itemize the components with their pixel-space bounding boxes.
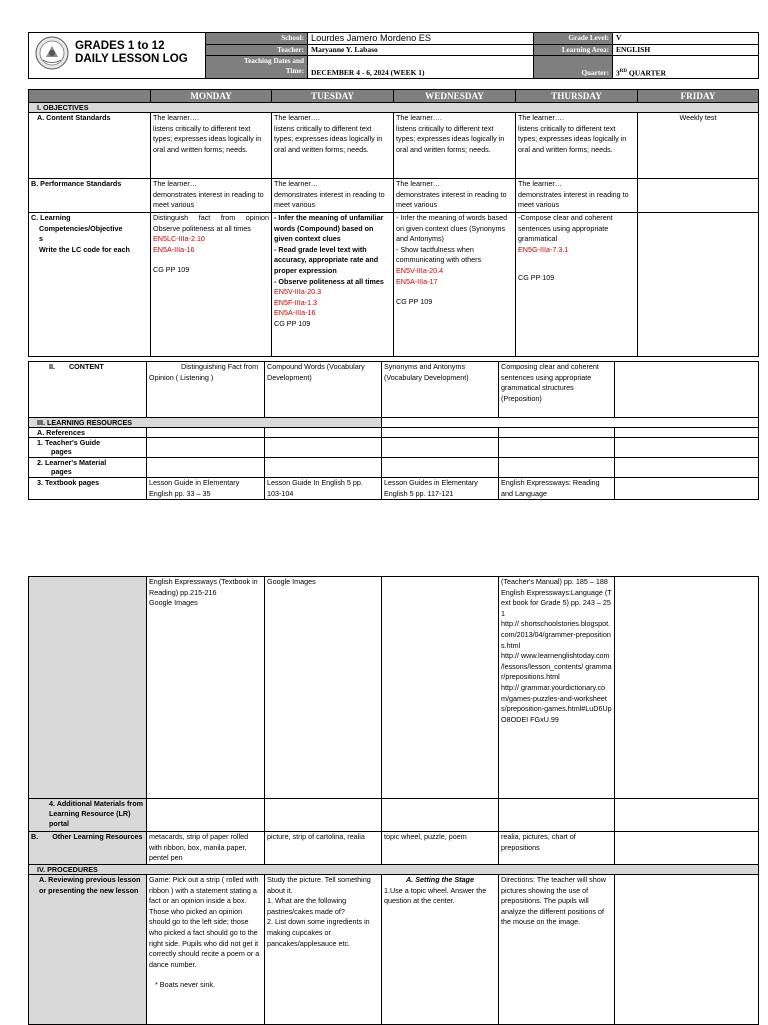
content-standards-wed: The learner…. listens critically to different text types; expresses ideas logically in oral and written forms; needs. — [394, 113, 516, 179]
addl-mon — [147, 799, 265, 832]
comp-tue-code3: EN5A-IIIa-16 — [274, 308, 316, 318]
dates-label — [206, 56, 308, 79]
other-resources-label-wrap — [31, 832, 144, 843]
content-standards-fri: Weekly test — [638, 113, 759, 179]
grade-label: Grade Level: — [534, 33, 613, 45]
comp-mon-cg: CG PP 109 — [153, 265, 190, 275]
content-standards-row — [29, 113, 759, 179]
objectives-heading-row — [29, 103, 759, 113]
procedures-heading: IV. PROCEDURES — [29, 865, 759, 875]
comp-mon-code1: EN5LC-IIIa-2.10 — [153, 234, 205, 244]
textbook-cont-fri — [615, 577, 759, 799]
other-resources-row — [29, 832, 759, 865]
dates-value: DECEMBER 4 - 6, 2024 (WEEK 1) — [308, 56, 534, 79]
other-thu: realia, pictures, chart of prepositions — [499, 832, 615, 865]
review-tue: Study the picture. Tell something about it. 1. What are the following pastries/cakes made of? 2. List down some ingredients in making cupcakes or pancakes/applesauce etc. — [265, 875, 382, 1025]
comp-thu-cg: CG PP 109 — [518, 273, 555, 283]
content-row — [29, 362, 759, 418]
quarter-suffix: RD — [619, 68, 627, 74]
other-wed: topic wheel, puzzle, poem — [382, 832, 499, 865]
competencies-row — [29, 213, 759, 357]
day-monday: MONDAY — [151, 90, 272, 103]
resources-heading: III. LEARNING RESOURCES — [29, 418, 382, 428]
comp-wed-text1: - Infer the meaning of words based on given context clues (Synonyms and Antonyms) — [396, 213, 508, 244]
textbook-label: 3. Textbook pages — [29, 478, 147, 500]
header-table — [28, 32, 759, 79]
content-resources-table — [28, 361, 759, 500]
textbook-fri — [615, 478, 759, 500]
review-thu: Directions: The teacher will show pictures showing the use of prepositions. The pupils will analyze the different positions of the mouse on the image. — [499, 875, 615, 1025]
additional-materials-row — [29, 799, 759, 832]
competencies-label-line4: Write the LC code for each — [39, 244, 130, 254]
tg-thu — [499, 438, 615, 458]
competencies-mon — [151, 213, 272, 357]
resources-heading-blank — [382, 418, 759, 428]
lesson-table-page2 — [28, 576, 759, 1025]
comp-tue-bullet3: - Observe politeness at all times — [274, 276, 384, 286]
competencies-label-line1: C. Learning — [31, 213, 71, 222]
teachers-guide-row — [29, 438, 759, 458]
tg-wed — [382, 438, 499, 458]
content-thu: Composing clear and coherent sentences using appropriate grammatical structures (Preposition) — [499, 362, 615, 418]
quarter-number: 3 — [616, 68, 620, 77]
grade-value: V — [613, 33, 759, 45]
lm-mon — [147, 458, 265, 478]
tg-mon — [147, 438, 265, 458]
textbook-cont-thu: (Teacher's Manual) pp. 185 – 188 English Expressways:Language (Text book for Grade 5) pp. 243 – 251 http:// shortschoolstories.blogspot. com/2013/04/grammer-prepositions.html http:// www.learnenglishtoday.com /lessons/lesson_contents/ grammar/prepositions.html http:// grammar.yourdictionary.co m/games-puzzles-and-worksheets/preposition-games.html#LuD6UpO8ODEI FGxU.99 — [499, 577, 615, 799]
competencies-label — [29, 213, 151, 357]
review-row — [29, 875, 759, 1025]
quarter-value — [613, 56, 759, 79]
learning-area-label: Learning Area: — [534, 44, 613, 56]
review-mon-text: Game: Pick out a strip ( rolled with ribbon ) with a statement stating a fact or an opinion inside a box. Those who picked an opinion should go to the left side; those who picked a fact should go to the right side. Pupils who did not get it correctly should recite a poem or a dance number. — [149, 875, 260, 969]
lm-tue — [265, 458, 382, 478]
content-standards-thu: The learner…. listens critically to different text types; expresses ideas logically in oral and written forms; needs. — [516, 113, 638, 179]
other-resources-text: Other Learning Resources — [52, 832, 143, 841]
quarter-word: QUARTER — [626, 68, 667, 77]
comp-tue-bullet2: - Read grade level text with accuracy, appropriate rate and proper expression — [274, 244, 379, 275]
review-wed-text: 1.Use a topic wheel. Answer the question at the center. — [384, 885, 487, 906]
comp-tue-code1: EN5V-IIIa-20.3 — [274, 287, 322, 297]
performance-fri — [638, 179, 759, 213]
teachers-guide-label — [29, 438, 147, 458]
performance-standards-row — [29, 179, 759, 213]
deped-seal-icon — [35, 36, 69, 70]
references-row — [29, 428, 759, 438]
procedures-heading-row — [29, 865, 759, 875]
content-mon: Distinguishing Fact from Opinion ( Listening ) — [147, 362, 265, 418]
other-resources-label — [29, 832, 147, 865]
review-wed-heading: A. Setting the Stage — [406, 875, 474, 884]
references-thu — [499, 428, 615, 438]
content-standards-label: A. Content Standards — [29, 113, 151, 179]
textbook-wed: Lesson Guides in Elementary English 5 pp. 117-121 — [382, 478, 499, 500]
day-header-row — [29, 90, 759, 103]
header-logo-cell — [29, 33, 206, 79]
teachers-guide-line2: pages — [51, 447, 72, 456]
learners-material-line2: pages — [51, 467, 72, 476]
addl-fri — [615, 799, 759, 832]
content-label-cell — [29, 362, 147, 418]
objectives-heading: I. OBJECTIVES — [29, 103, 759, 113]
textbook-cont-tue: Google Images — [265, 577, 382, 799]
other-mon: metacards, strip of paper rolled with ribbon, box, manila paper, pentel pen — [147, 832, 265, 865]
other-resources-num: B. — [31, 832, 39, 841]
addl-wed — [382, 799, 499, 832]
additional-materials-label: 4. Additional Materials from Learning Resource (LR) portal — [29, 799, 147, 832]
references-wed — [382, 428, 499, 438]
lm-thu — [499, 458, 615, 478]
school-label: School: — [206, 33, 308, 45]
textbook-row — [29, 478, 759, 500]
review-mon — [147, 875, 265, 1025]
comp-wed-code1: EN5V-IIIa-20.4 — [396, 265, 444, 275]
tg-tue — [265, 438, 382, 458]
comp-thu-code: EN5G-IIIa-7.3.1 — [518, 244, 569, 254]
performance-tue: The learner… demonstrates interest in reading to meet various — [272, 179, 394, 213]
textbook-cont-label — [29, 577, 147, 799]
content-standards-mon: The learner…. listens critically to different text types; expresses ideas logically in oral and written forms; needs. — [151, 113, 272, 179]
content-label-num: II. — [49, 362, 55, 371]
review-mon-example: * Boats never sink. — [155, 980, 215, 990]
content-tue: Compound Words (Vocabulary Development) — [265, 362, 382, 418]
other-fri — [615, 832, 759, 865]
addl-tue — [265, 799, 382, 832]
learners-material-line1: 2. Learner's Material — [37, 458, 107, 467]
learners-material-row — [29, 458, 759, 478]
lesson-table-page1 — [28, 89, 759, 357]
school-value: Lourdes Jamero Mordeno ES — [308, 33, 534, 45]
resources-heading-row — [29, 418, 759, 428]
references-mon — [147, 428, 265, 438]
teacher-value: Maryanne Y. Labaso — [308, 44, 534, 56]
performance-mon: The learner… demonstrates interest in reading to meet various — [151, 179, 272, 213]
review-label: A. Reviewing previous lesson or presenting the new lesson — [29, 875, 147, 1025]
day-tuesday: TUESDAY — [272, 90, 394, 103]
comp-mon-text: Distinguish fact from opinion Observe politeness at all times — [153, 213, 269, 233]
content-label: CONTENT — [68, 362, 104, 371]
textbook-cont-mon: English Expressways (Textbook in Reading) pp.215-216 Google Images — [147, 577, 265, 799]
competencies-thu — [516, 213, 638, 357]
performance-standards-label: B. Performance Standards — [29, 179, 151, 213]
dates-label-line1: Teaching Dates and — [243, 57, 304, 65]
log-title-line1: GRADES 1 to 12 — [75, 39, 165, 52]
review-fri — [615, 875, 759, 1025]
comp-mon-code2: EN5A-IIIa-16 — [153, 244, 195, 254]
day-thursday: THURSDAY — [516, 90, 638, 103]
lm-wed — [382, 458, 499, 478]
textbook-mon: Lesson Guide in Elementary English pp. 33 – 35 — [147, 478, 265, 500]
content-wed: Synonyms and Antonyms (Vocabulary Development) — [382, 362, 499, 418]
comp-thu-text1: -Compose clear and coherent sentences using appropriate grammatical — [518, 213, 613, 244]
comp-wed-text2: - Show tactfulness when communicating with others — [396, 244, 482, 265]
textbook-cont-row — [29, 577, 759, 799]
learners-material-label — [29, 458, 147, 478]
textbook-tue: Lesson Guide In English 5 pp. 103-104 — [265, 478, 382, 500]
lm-fri — [615, 458, 759, 478]
dates-label-line2: Time: — [285, 67, 304, 75]
performance-thu: The learner… demonstrates interest in reading to meet various — [516, 179, 638, 213]
addl-thu — [499, 799, 615, 832]
quarter-label: Quarter: — [534, 56, 613, 79]
comp-wed-code2: EN5A-IIIa-17 — [396, 276, 438, 286]
competencies-label-line3: s — [39, 234, 43, 244]
references-label: A. References — [29, 428, 147, 438]
comp-tue-cg: CG PP 109 — [274, 318, 311, 328]
day-wednesday: WEDNESDAY — [394, 90, 516, 103]
textbook-cont-wed — [382, 577, 499, 799]
references-tue — [265, 428, 382, 438]
competencies-fri — [638, 213, 759, 357]
day-header-blank — [29, 90, 151, 103]
competencies-wed — [394, 213, 516, 357]
log-title — [75, 39, 188, 65]
comp-tue-code2: EN5F-IIIa-1.3 — [274, 297, 318, 307]
other-tue: picture, strip of cartolina, realia — [265, 832, 382, 865]
learning-area-value: ENGLISH — [613, 44, 759, 56]
comp-wed-cg: CG PP 109 — [396, 297, 433, 307]
textbook-thu: English Expressways: Reading and Language — [499, 478, 615, 500]
teacher-label: Teacher: — [206, 44, 308, 56]
tg-fri — [615, 438, 759, 458]
competencies-label-line2: Competencies/Objective — [39, 223, 123, 233]
content-fri — [615, 362, 759, 418]
content-standards-tue: The learner…. listens critically to different text types; expresses ideas logically in oral and written forms; needs. — [272, 113, 394, 179]
day-friday: FRIDAY — [638, 90, 759, 103]
teachers-guide-line1: 1. Teacher's Guide — [37, 438, 101, 447]
log-title-line2: DAILY LESSON LOG — [75, 52, 188, 65]
competencies-tue — [272, 213, 394, 357]
references-fri — [615, 428, 759, 438]
review-wed — [382, 875, 499, 1025]
comp-tue-bullet1: - Infer the meaning of unfamiliar words (Compound) based on given context clues — [274, 213, 384, 244]
performance-wed: The learner… demonstrates interest in reading to meet various — [394, 179, 516, 213]
